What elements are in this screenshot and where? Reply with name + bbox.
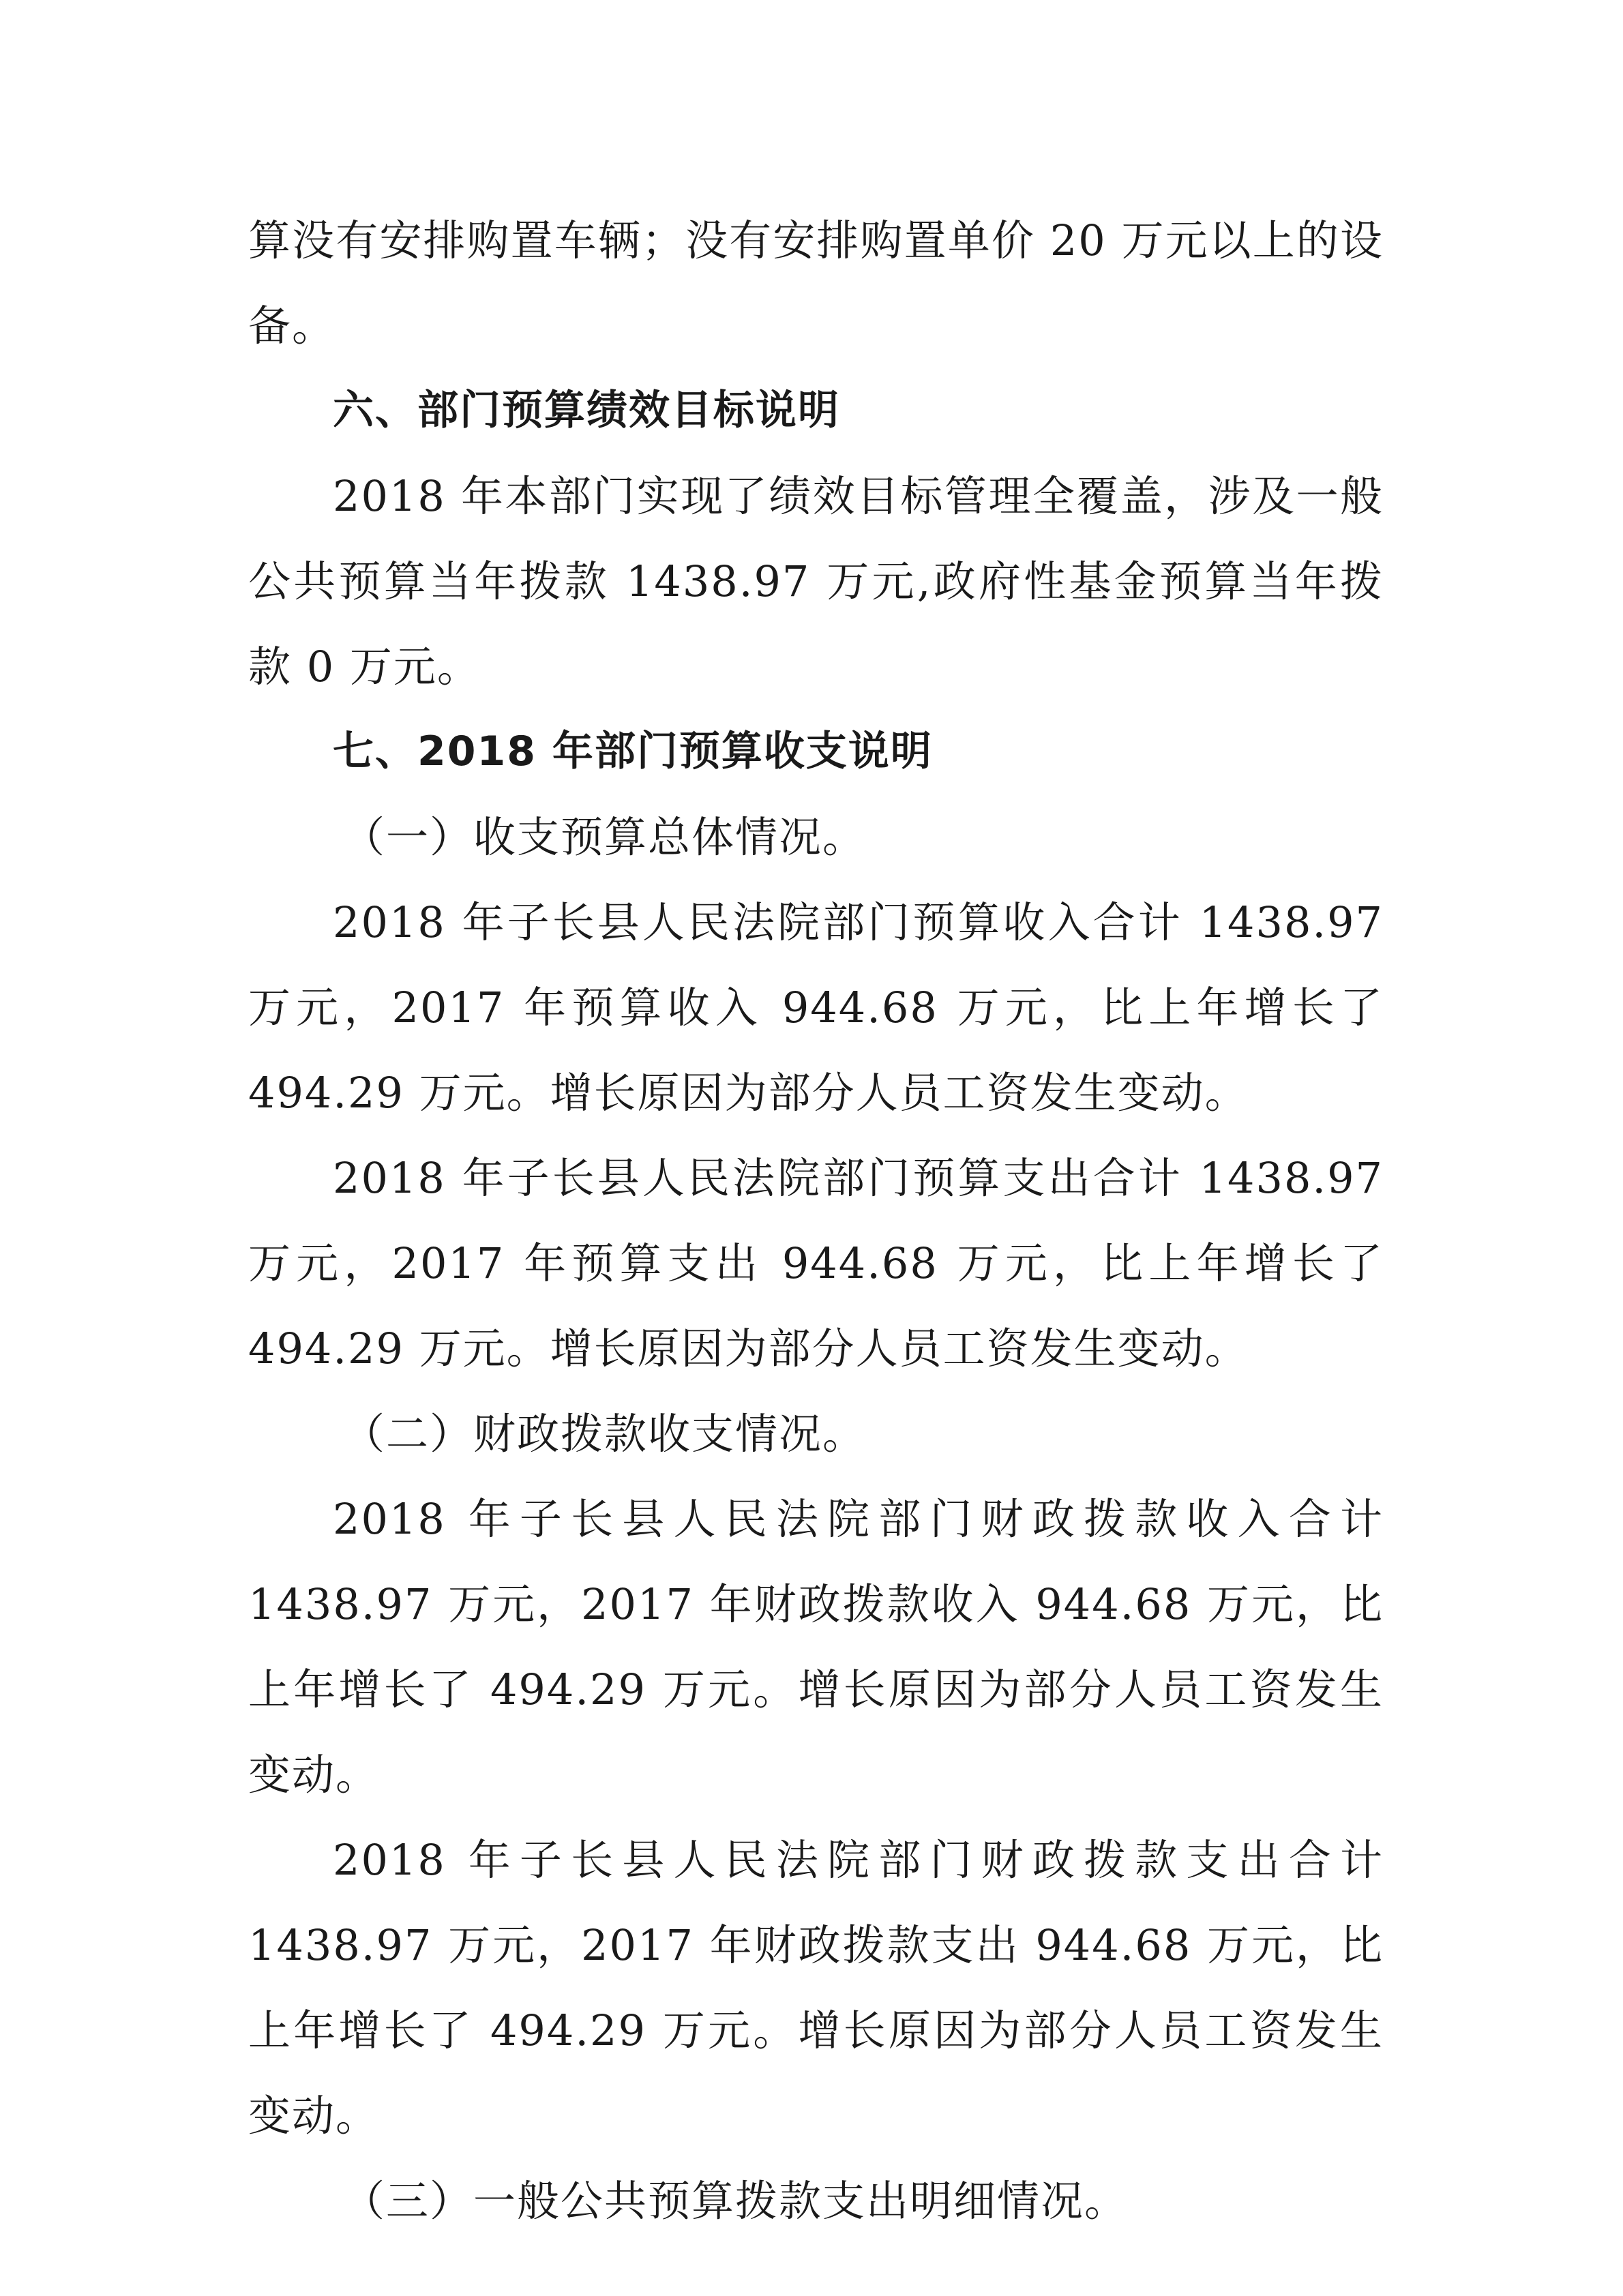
sub-heading-general-public-budget-detail: （三）一般公共预算拨款支出明细情况。: [342, 2176, 1129, 2226]
section-heading-performance-goals: 六、部门预算绩效目标说明: [333, 387, 840, 434]
paragraph-fiscal-income: 2018 年子长县人民法院部门财政拨款收入合计 1438.97 万元，2017 年财政拨款收入 944.68 万元，比上年增长了 494.29 万元。增长原因为部分人员工资发生变动。: [248, 1494, 1384, 1800]
sub-heading-overall-budget: （一）收支预算总体情况。: [342, 812, 867, 862]
paragraph-equipment-purchase: 算没有安排购置车辆；没有安排购置单价 20 万元以上的设备。: [248, 215, 1384, 351]
paragraph-budget-income: 2018 年子长县人民法院部门预算收入合计 1438.97 万元，2017 年预算收入 944.68 万元，比上年增长了 494.29 万元。增长原因为部分人员工资发生变动。: [248, 897, 1384, 1118]
paragraph-fiscal-expenditure: 2018 年子长县人民法院部门财政拨款支出合计 1438.97 万元，2017 年财政拨款支出 944.68 万元，比上年增长了 494.29 万元。增长原因为部分人员工资发生变动。: [248, 1835, 1384, 2141]
paragraph-performance-goals: 2018 年本部门实现了绩效目标管理全覆盖，涉及一般公共预算当年拨款 1438.97 万元,政府性基金预算当年拨款 0 万元。: [248, 471, 1384, 691]
paragraph-budget-expenditure: 2018 年子长县人民法院部门预算支出合计 1438.97 万元，2017 年预算支出 944.68 万元，比上年增长了 494.29 万元。增长原因为部分人员工资发生变动。: [248, 1153, 1384, 1373]
document-body: [248, 198, 1384, 2243]
section-heading-budget-income-expenditure: 七、2018 年部门预算收支说明: [333, 728, 933, 775]
sub-heading-fiscal-appropriation: （二）财政拨款收支情况。: [342, 1409, 867, 1459]
